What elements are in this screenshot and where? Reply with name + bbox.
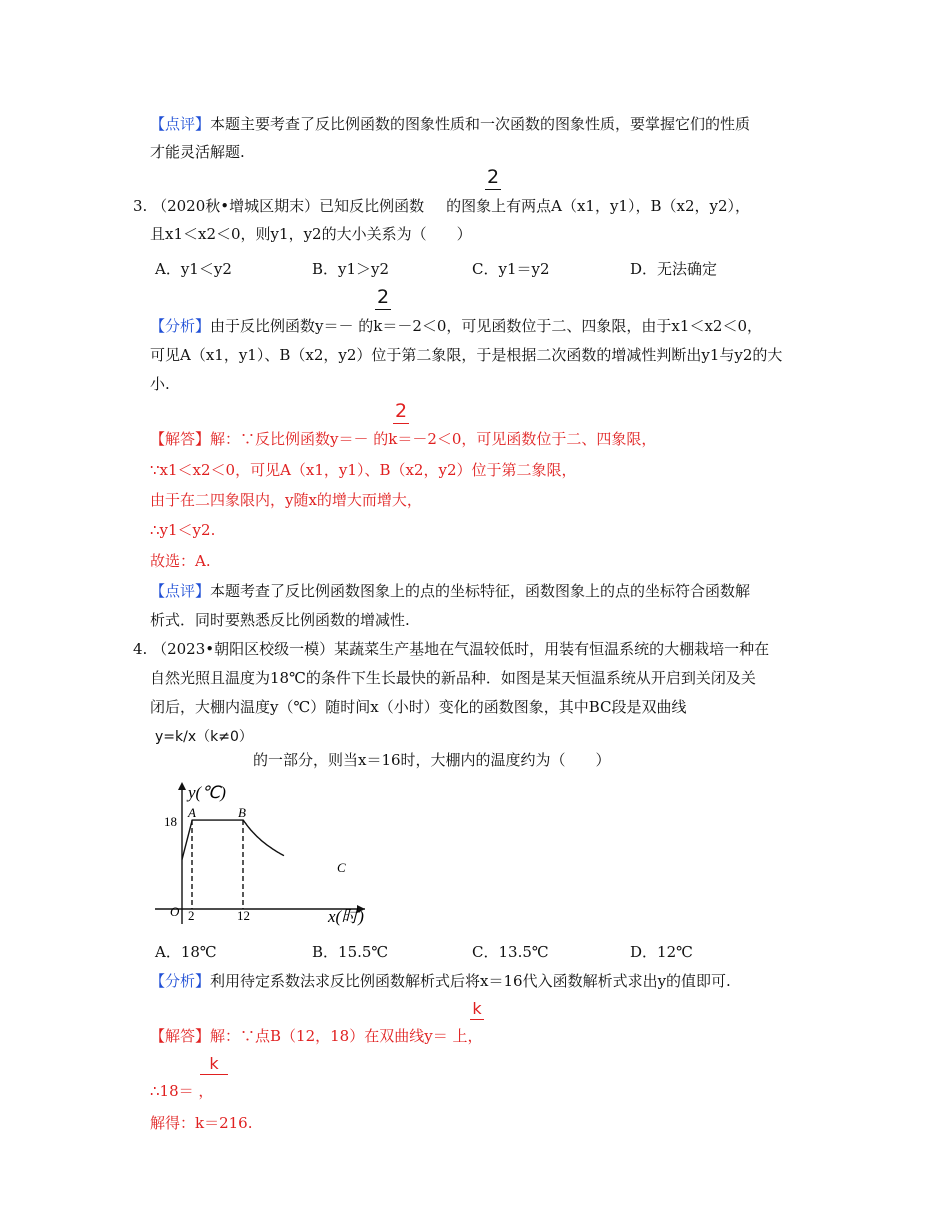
q4-text-1: （2023•朝阳区校级一模）某蔬菜生产基地在气温较低时，用装有恒温系统的大棚栽培一种在 <box>152 640 770 658</box>
q3-answer-line-4: ∴y1＜y2. <box>150 521 216 539</box>
q3-answer-fraction <box>393 402 409 426</box>
q3-analysis-frac-num: 2 <box>376 286 390 308</box>
q3-stem-line-1 <box>133 196 750 216</box>
q4-answer-fraction-2 <box>200 1056 228 1077</box>
q4-formula: y=k/x（k≠0） <box>155 729 253 745</box>
q3-comment-line-2: 析式．同时要熟悉反比例函数的增减性. <box>150 611 410 629</box>
q3-option-b: B．y1＞y2 <box>312 260 390 278</box>
q4-answer-text-1: 解：∵点B（12，18）在双曲线y＝ 上， <box>210 1027 483 1045</box>
q3-analysis-line-3: 小. <box>150 375 170 393</box>
x-tick-2: 2 <box>188 908 195 923</box>
q4-line-1 <box>133 639 769 659</box>
q3-comment-text-1: 本题考查了反比例函数图象上的点的坐标特征，函数图象上的点的坐标符合函数解 <box>210 582 751 600</box>
q4-option-d: D．12℃ <box>630 943 693 961</box>
q3-answer-line-5: 故选：A. <box>150 552 211 570</box>
q3-analysis-text-1: 由于反比例函数y＝－ 的k＝－2＜0，可见函数位于二、四象限，由于x1＜x2＜0， <box>210 317 762 335</box>
comment-1-line-1 <box>150 114 750 134</box>
q3-number: 3. <box>133 197 148 215</box>
q4-line-2: 自然光照且温度为18℃的条件下生长最快的新品种．如图是某天恒温系统从开启到关闭及关 <box>150 669 756 687</box>
q4-answer-line-2: ∴18＝ ， <box>150 1082 214 1100</box>
point-b-label: B <box>238 805 246 820</box>
q4-answer-frac2-num: k <box>209 1054 219 1073</box>
q3-stem-rest: 的图象上有两点A（x1，y1），B（x2，y2）， <box>446 197 751 215</box>
point-c-label: C <box>337 860 346 875</box>
x-tick-12: 12 <box>237 908 250 923</box>
q4-analysis-tag: 【分析】 <box>150 972 211 990</box>
q3-source: （2020秋•增城区期末）已知反比例函数 <box>152 197 425 215</box>
y-axis-label: y(℃) <box>188 783 226 802</box>
q4-option-a: A．18℃ <box>155 943 217 961</box>
q4-option-b: B．15.5℃ <box>312 943 389 961</box>
q4-answer-frac-num: k <box>472 999 482 1018</box>
comment-1-tag: 【点评】 <box>150 115 211 133</box>
y-tick-18: 18 <box>164 814 177 829</box>
q3-answer-line-3: 由于在二四象限内，y随x的增大而增大， <box>150 491 422 509</box>
origin-label: O <box>170 904 180 919</box>
q3-analysis-line-2: 可见A（x1，y1）、B（x2，y2）位于第二象限，于是根据二次函数的增减性判断出y1与y2的大 <box>150 346 783 364</box>
q3-answer-frac-num: 2 <box>394 400 408 422</box>
point-a-label: A <box>188 805 196 820</box>
q4-answer-tag: 【解答】 <box>150 1027 211 1045</box>
q3-option-d: D．无法确定 <box>630 260 718 278</box>
comment-1-text-2: 才能灵活解题. <box>150 143 245 161</box>
comment-1-text-1: 本题主要考查了反比例函数的图象性质和一次函数的图象性质，要掌握它们的性质 <box>210 115 751 133</box>
q4-analysis-text-1: 利用待定系数法求反比例函数解析式后将x＝16代入函数解析式求出y的值即可. <box>210 972 731 990</box>
q4-answer-line-1 <box>150 1026 482 1046</box>
q3-answer-line-2: ∵x1＜x2＜0，可见A（x1，y1）、B（x2，y2）位于第二象限， <box>150 461 577 479</box>
q4-line-3: 闭后，大棚内温度y（℃）随时间x（小时）变化的函数图象，其中BC段是双曲线 <box>150 698 687 716</box>
q3-comment-line-1 <box>150 581 750 601</box>
q3-answer-line-1 <box>150 429 656 449</box>
temperature-graph <box>150 776 375 936</box>
q4-answer-line-3: 解得：k＝216. <box>150 1114 253 1132</box>
q3-option-a: A．y1＜y2 <box>155 260 232 278</box>
q3-answer-text-1: 解：∵反比例函数y＝－ 的k＝－2＜0，可见函数位于二、四象限， <box>210 430 657 448</box>
q4-number: 4. <box>133 640 148 658</box>
q3-option-c: C．y1＝y2 <box>472 260 550 278</box>
q4-analysis-line-1 <box>150 971 731 991</box>
q3-comment-tag: 【点评】 <box>150 582 211 600</box>
q4-line-4: 的一部分，则当x＝16时，大棚内的温度约为（ ） <box>253 751 611 769</box>
x-axis-label: x(时) <box>328 907 364 926</box>
q4-option-c: C．13.5℃ <box>472 943 549 961</box>
q3-stem-fraction <box>485 168 501 192</box>
q4-answer-fraction <box>470 1001 484 1022</box>
y-axis-arrow <box>178 782 186 790</box>
temperature-curve <box>182 820 284 860</box>
q3-frac-num: 2 <box>486 166 500 188</box>
q3-analysis-fraction <box>375 288 391 312</box>
q3-stem-line-2: 且x1＜x2＜0，则y1，y2的大小关系为（ ） <box>150 225 472 243</box>
q3-analysis-tag: 【分析】 <box>150 317 211 335</box>
q3-analysis-line-1 <box>150 316 762 336</box>
q3-answer-tag: 【解答】 <box>150 430 211 448</box>
